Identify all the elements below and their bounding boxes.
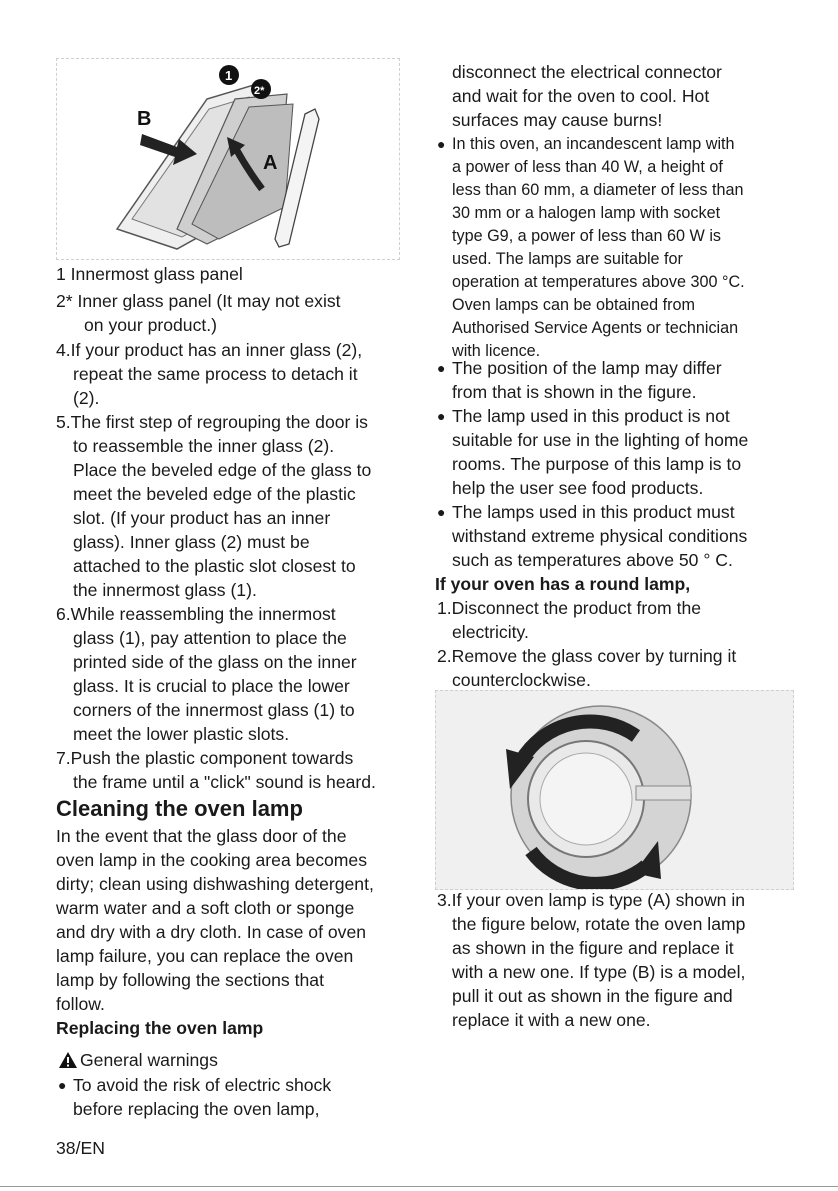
legend-2-cont: on your product.) xyxy=(84,315,218,335)
spec-line: Oven lamps can be obtained from xyxy=(452,296,695,314)
step-3-cont: replace it with a new one. xyxy=(452,1010,651,1030)
legend-1: 1 Innermost glass panel xyxy=(56,264,243,284)
spec-line: operation at temperatures above 300 °C. xyxy=(452,273,745,291)
bullet-line: rooms. The purpose of this lamp is to xyxy=(452,454,742,474)
step-3: 3.If your oven lamp is type (A) shown in xyxy=(437,890,746,910)
step-7-cont: the frame until a "click" sound is heard. xyxy=(73,772,376,792)
cleaning-line: follow. xyxy=(56,994,105,1014)
step-5-cont: slot. (If your product has an inner xyxy=(73,508,331,528)
step-6-cont: corners of the innermost glass (1) to xyxy=(73,700,355,720)
step-3-cont: as shown in the figure and replace it xyxy=(452,938,734,958)
step-4: 4.If your product has an inner glass (2), xyxy=(56,340,363,360)
step-3-cont: pull it out as shown in the figure and xyxy=(452,986,733,1006)
round-step: 2.Remove the glass cover by turning it xyxy=(437,646,737,666)
step-5-cont: glass). Inner glass (2) must be xyxy=(73,532,310,552)
heading-cleaning: Cleaning the oven lamp xyxy=(56,796,303,821)
door-glass-illustration xyxy=(57,59,399,259)
bullet-dot: ● xyxy=(437,408,446,424)
bullet-line: The lamp used in this product is not xyxy=(452,406,730,426)
step-4-cont: (2). xyxy=(73,388,100,408)
step-5: 5.The first step of regrouping the door is xyxy=(56,412,368,432)
spec-line: Authorised Service Agents or technician xyxy=(452,319,739,337)
round-step: counterclockwise. xyxy=(452,670,591,690)
cleaning-line: lamp by following the sections that xyxy=(56,970,324,990)
bullet-dot: ● xyxy=(58,1077,67,1093)
round-step: 1.Disconnect the product from the xyxy=(437,598,702,618)
label-b: B xyxy=(137,108,152,130)
step-7: 7.Push the plastic component towards xyxy=(56,748,354,768)
spec-line: used. The lamps are suitable for xyxy=(452,250,683,268)
label-a: A xyxy=(263,152,278,174)
legend-2: 2* Inner glass panel (It may not exist xyxy=(56,291,341,311)
spec-line: In this oven, an incandescent lamp with xyxy=(452,135,735,153)
label-2: 2* xyxy=(254,85,265,97)
round-step: electricity. xyxy=(452,622,529,642)
spec-line: 30 mm or a halogen lamp with socket xyxy=(452,204,721,222)
spec-line: a power of less than 40 W, a height of xyxy=(452,158,723,176)
cleaning-line: warm water and a soft cloth or sponge xyxy=(56,898,355,918)
step-4-cont: repeat the same process to detach it xyxy=(73,364,358,384)
step-6-cont: meet the lower plastic slots. xyxy=(73,724,290,744)
warning-line: To avoid the risk of electric shock xyxy=(73,1075,332,1095)
step-5-cont: meet the beveled edge of the plastic xyxy=(73,484,356,504)
bullet-dot: ● xyxy=(437,504,446,520)
warning-icon xyxy=(58,1051,78,1069)
cleaning-line: and dry with a dry cloth. In case of oven xyxy=(56,922,367,942)
door-glass-figure xyxy=(56,58,400,260)
step-3-cont: with a new one. If type (B) is a model, xyxy=(452,962,746,982)
warning-cont: surfaces may cause burns! xyxy=(452,110,663,130)
bullet-line: withstand extreme physical conditions xyxy=(452,526,748,546)
bullet-line: from that is shown in the figure. xyxy=(452,382,697,402)
cleaning-line: lamp failure, you can replace the oven xyxy=(56,946,354,966)
bullet-dot: ● xyxy=(437,360,446,376)
heading-round-lamp: If your oven has a round lamp, xyxy=(435,574,691,594)
warning-line: before replacing the oven lamp, xyxy=(73,1099,320,1119)
bullet-line: The position of the lamp may differ xyxy=(452,358,722,378)
spec-line: less than 60 mm, a diameter of less than xyxy=(452,181,744,199)
round-lamp-figure xyxy=(435,690,794,890)
bullet-line: help the user see food products. xyxy=(452,478,704,498)
round-lamp-illustration xyxy=(436,691,793,889)
cleaning-line: dirty; clean using dishwashing detergent, xyxy=(56,874,374,894)
heading-warnings: General warnings xyxy=(80,1050,218,1070)
heading-replacing: Replacing the oven lamp xyxy=(56,1018,264,1038)
step-5-cont: attached to the plastic slot closest to xyxy=(73,556,356,576)
spec-line: with licence. xyxy=(452,342,541,360)
cleaning-line: In the event that the glass door of the xyxy=(56,826,347,846)
step-6-cont: printed side of the glass on the inner xyxy=(73,652,357,672)
step-5-cont: the innermost glass (1). xyxy=(73,580,257,600)
page-number: 38/EN xyxy=(56,1138,105,1158)
step-3-cont: the figure below, rotate the oven lamp xyxy=(452,914,746,934)
cleaning-line: oven lamp in the cooking area becomes xyxy=(56,850,368,870)
bullet-line: The lamps used in this product must xyxy=(452,502,735,522)
warning-cont: disconnect the electrical connector xyxy=(452,62,722,82)
bullet-line: such as temperatures above 50 ° C. xyxy=(452,550,733,570)
step-6-cont: glass. It is crucial to place the lower xyxy=(73,676,350,696)
bullet-dot: ● xyxy=(437,136,446,152)
step-6: 6.While reassembling the innermost xyxy=(56,604,336,624)
step-5-cont: Place the beveled edge of the glass to xyxy=(73,460,372,480)
bullet-line: suitable for use in the lighting of home xyxy=(452,430,749,450)
spec-line: type G9, a power of less than 60 W is xyxy=(452,227,722,245)
step-6-cont: glass (1), pay attention to place the xyxy=(73,628,347,648)
label-1: 1 xyxy=(225,68,233,83)
warning-cont: and wait for the oven to cool. Hot xyxy=(452,86,710,106)
step-5-cont: to reassemble the inner glass (2). xyxy=(73,436,335,456)
bottom-rule xyxy=(0,1186,838,1187)
